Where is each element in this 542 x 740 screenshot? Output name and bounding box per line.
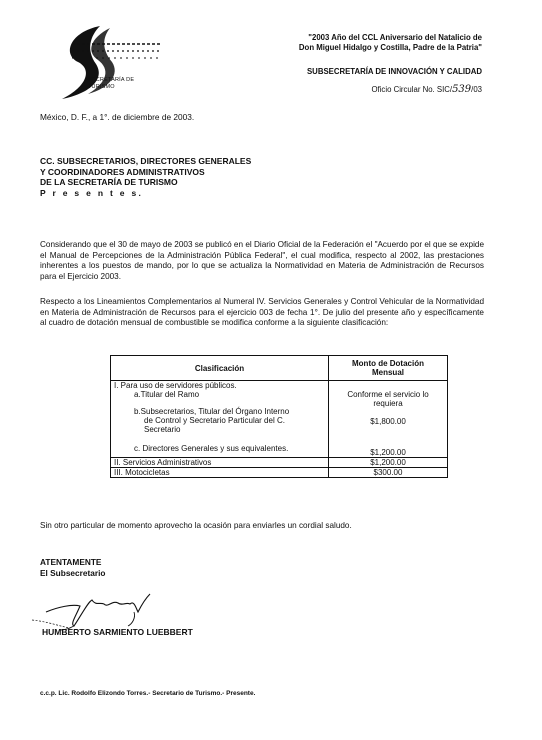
addressee-presentes: P r e s e n t e s. — [40, 187, 144, 198]
oficio-suffix: /03 — [471, 85, 482, 94]
header-clasificacion: Clasificación — [111, 356, 329, 381]
oficio-prefix: Oficio Circular No. SIC/ — [371, 85, 453, 94]
ccp-note: c.c.p. Lic. Rodolfo Elizondo Torres.- Secretario de Turismo.- Presente. — [40, 690, 256, 697]
header-monto-line2: Mensual — [371, 368, 404, 377]
closing-sentence: Sin otro particular de momento aprovecho la ocasión para enviarles un cordial saludo. — [40, 521, 352, 530]
oficio-handwritten-number: 539 — [452, 84, 472, 95]
header-monto-line1: Monto de Dotación — [352, 359, 424, 368]
fuel-allowance-table — [110, 355, 448, 478]
secretaria-turismo-logo — [40, 24, 160, 104]
subsecretaria-heading: SUBSECRETARÍA DE INNOVACIÓN Y CALIDAD — [306, 67, 482, 76]
row1-classification — [111, 381, 329, 458]
signature-block — [40, 557, 105, 579]
row1-amounts — [329, 381, 448, 458]
row1-b-line3: Secretario — [144, 425, 181, 434]
row2-label: II. Servicios Administrativos — [111, 458, 329, 468]
handwritten-signature — [30, 582, 170, 632]
row1-c-amount: $1,200.00 — [370, 448, 406, 457]
row1-b-line2: de Control y Secretario Particular del C. — [144, 416, 285, 425]
motto-line1: "2003 Año del CCL Aniversario del Natalicio de — [308, 33, 482, 42]
row1-a-amount-line1: Conforme el servicio lo — [347, 390, 429, 399]
table-row — [111, 381, 448, 458]
table-row — [111, 468, 448, 478]
row3-amount: $300.00 — [329, 468, 448, 478]
paragraph-1: Considerando que el 30 de mayo de 2003 se publicó en el Diario Oficial de la Federación el "Acuerdo por el que se expide el Manual de Percepciones de la Administración Pública Federal", el cual modifica, respecto al 2002, las prestaciones inherentes a los puestos de mando, por lo que se actualiza la Normatividad en Materia de Administración de Recursos para el Ejercicio 2003. — [40, 240, 484, 281]
row3-label: III. Motocicletas — [111, 468, 329, 478]
table-header-row — [111, 356, 448, 381]
logo-caption-line1: SECRETARÍA DE — [88, 77, 135, 83]
addressee-line1: CC. SUBSECRETARIOS, DIRECTORES GENERALES — [40, 156, 252, 166]
atentamente: ATENTAMENTE — [40, 557, 102, 567]
oficio-number — [371, 84, 482, 95]
signer-title: El Subsecretario — [40, 568, 106, 578]
header-monto — [329, 356, 448, 381]
table-row — [111, 458, 448, 468]
logo-caption — [88, 77, 134, 91]
paragraph-2: Respecto a los Lineamientos Complementarios al Numeral IV. Servicios Generales y Control Vehicular de la Normatividad en Materia de Administración de Recursos para el ejercicio 003 de fecha 1°. De julio del presente año y específicamente al cuadro de dotación mensual de combustible se modifica conforme a la siguiente clasificación: — [40, 297, 484, 327]
row1-a-amount-line2: requiera — [373, 399, 403, 408]
row1-a-label: a.Titular del Ramo — [134, 390, 200, 399]
row1-b-amount: $1,800.00 — [370, 417, 406, 426]
row2-amount: $1,200.00 — [329, 458, 448, 468]
motto-line2: Don Miguel Hidalgo y Costilla, Padre de la Patria" — [298, 43, 482, 52]
signer-name: HUMBERTO SARMIENTO LUEBBERT — [42, 627, 193, 637]
logo-caption-line2: TURISMO — [88, 84, 115, 90]
addressee-line3: DE LA SECRETARÍA DE TURISMO — [40, 177, 178, 187]
row1-b-line1: b.Subsecretarios, Titular del Órgano Interno — [134, 407, 290, 416]
row1-c-label: c. Directores Generales y sus equivalentes. — [134, 444, 289, 453]
motto — [212, 33, 482, 53]
addressee — [40, 156, 251, 198]
letter-date: México, D. F., a 1°. de diciembre de 2003. — [40, 112, 195, 122]
addressee-line2: Y COORDINADORES ADMINISTRATIVOS — [40, 166, 205, 177]
row1-label: I. Para uso de servidores públicos. — [114, 381, 237, 390]
